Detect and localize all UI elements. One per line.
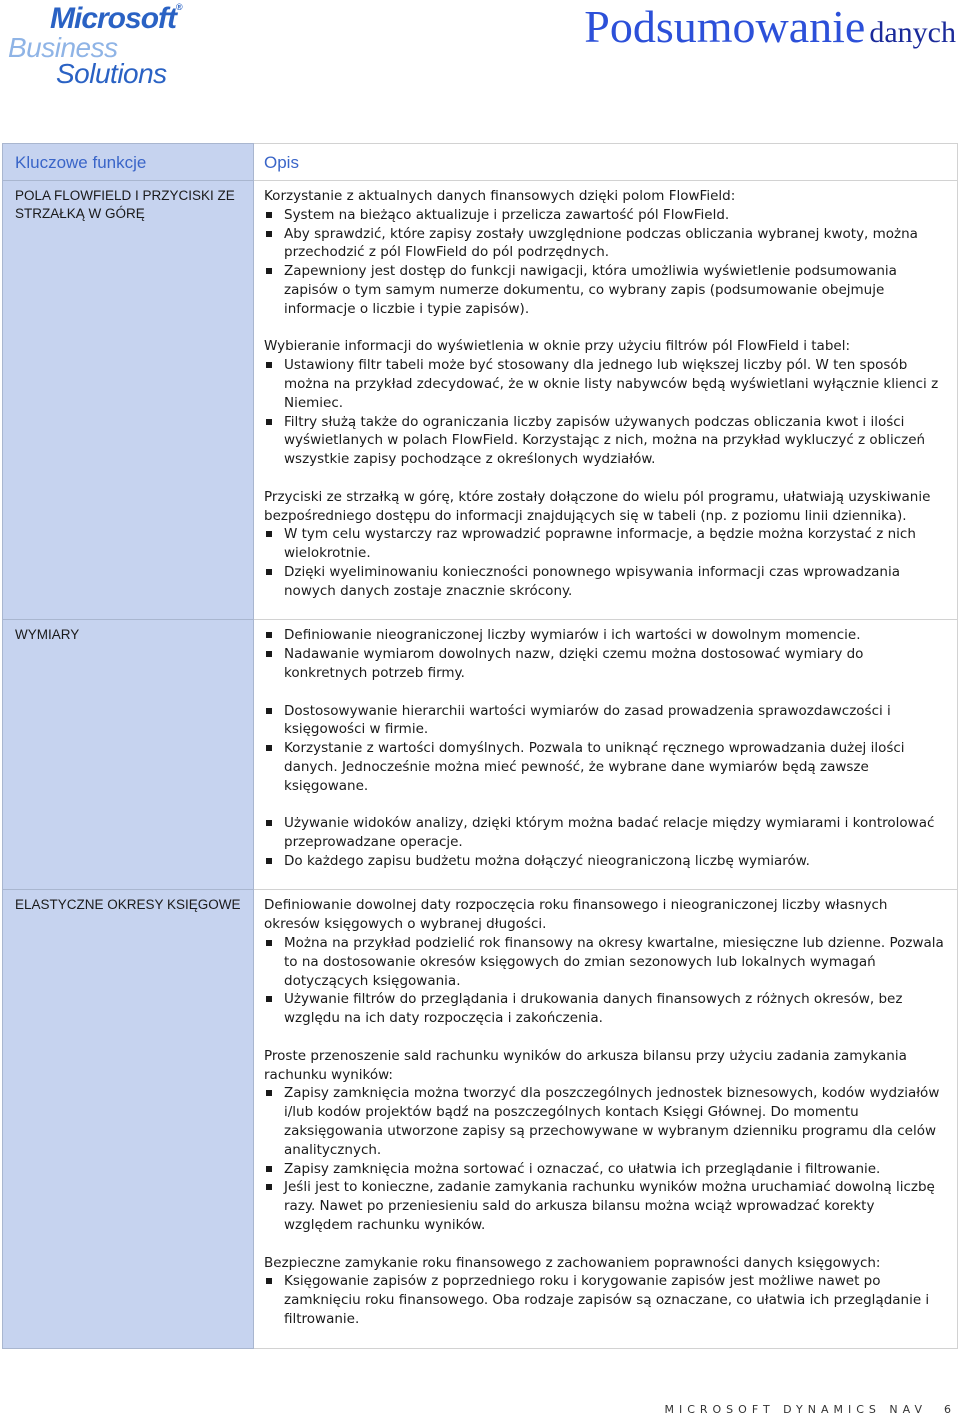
square-bullet-icon xyxy=(266,940,272,946)
square-bullet-icon xyxy=(266,996,272,1002)
square-bullet-icon xyxy=(266,268,272,274)
features-table xyxy=(2,143,958,1349)
page-footer xyxy=(664,1403,956,1416)
list-item-text: Można na przykład podzielić rok finansowy na okresy kwartalne, miesięczne lub dzienne. Pozwala to na dostosowanie okresów księgowych do zmian sezonowych lub lokalnych wymagań dotyczących księgowania. xyxy=(284,935,944,989)
square-bullet-icon xyxy=(266,531,272,537)
description-block xyxy=(264,488,947,601)
list-item-text: Filtry służą także do ograniczania liczby zapisów używanych podczas obliczania kwot i ilości wyświetlanych w polach FlowField. Korzystając z nich, można na przykład wykluczyć z obliczeń wszystkie zapisy pochodzące z określonych wydziałów. xyxy=(284,413,926,468)
square-bullet-icon xyxy=(266,1278,272,1284)
bullet-list xyxy=(264,356,947,469)
square-bullet-icon xyxy=(266,1166,272,1172)
header-description: Opis xyxy=(264,153,299,172)
list-item-text: Używanie widoków analizy, dzięki którym można badać relacje między wymiarami i kontrolować przeprowadzane operacje. xyxy=(284,815,935,851)
block-intro: Proste przenoszenie sald rachunku wyników do arkusza bilansu przy użyciu zadania zamykania rachunku wyników: xyxy=(264,1047,907,1083)
square-bullet-icon xyxy=(266,212,272,218)
description-block xyxy=(264,626,947,682)
bullet-list xyxy=(264,525,947,600)
square-bullet-icon xyxy=(266,708,272,714)
list-item-text: Jeśli jest to konieczne, zadanie zamykania rachunku wyników można uruchamiać dowolną liczbę razy. Nawet po przeniesieniu sald do arkusza bilansu można wciąż wprowadzać korekty względem rachunku wyników. xyxy=(284,1179,935,1234)
list-item xyxy=(264,525,947,563)
description-block xyxy=(264,896,947,1028)
list-item xyxy=(264,645,947,683)
list-item xyxy=(264,413,947,469)
square-bullet-icon xyxy=(266,858,272,864)
square-bullet-icon xyxy=(266,569,272,575)
list-item xyxy=(264,563,947,601)
list-item-text: Używanie filtrów do przeglądania i drukowania danych finansowych z różnych okresów, bez względu na ich daty rozpoczęcia i zakończenia. xyxy=(284,991,903,1027)
bullet-list xyxy=(264,1084,947,1234)
bullet-list xyxy=(264,626,947,682)
feature-name: WYMIARY xyxy=(15,627,80,643)
footer-product: MICROSOFT DYNAMICS NAV xyxy=(664,1403,927,1416)
list-item-text: System na bieżąco aktualizuje i przelicza zawartość pól FlowField. xyxy=(284,206,730,223)
list-item xyxy=(264,1178,947,1234)
table-row xyxy=(3,620,958,890)
table-row xyxy=(3,890,958,1348)
square-bullet-icon xyxy=(266,820,272,826)
list-item-text: Zapisy zamknięcia można tworzyć dla poszczególnych jednostek biznesowych, kodów wydziałów i/lub kodów projektów bądź na poszczególnych kontach Księgi Głównej. Do momentu zaksięgowania utworzone zapisy są przechowywane w wybranym dzienniku programu dla celów analitycznych. xyxy=(284,1085,940,1158)
list-item xyxy=(264,1160,947,1179)
table-header-row xyxy=(3,144,958,181)
list-item-text: W tym celu wystarczy raz wprowadzić poprawne informacje, a będzie można korzystać z nich wielokrotnie. xyxy=(284,526,916,562)
square-bullet-icon xyxy=(266,651,272,657)
microsoft-business-solutions-logo xyxy=(8,4,223,88)
list-item xyxy=(264,626,947,645)
logo-business-text: Business xyxy=(8,32,118,63)
bullet-list xyxy=(264,934,947,1028)
feature-description xyxy=(254,181,957,601)
feature-name: POLA FLOWFIELD I PRZYCISKI ZE STRZAŁKĄ W GÓRĘ xyxy=(15,188,235,221)
logo-solutions-text: Solutions xyxy=(56,58,167,89)
square-bullet-icon xyxy=(266,632,272,638)
list-item-text: Korzystanie z wartości domyślnych. Pozwala to uniknąć ręcznego wprowadzania dużej ilości danych. Jednocześnie można mieć pewność, że wybrane dane wymiarów będą zawsze księgowane. xyxy=(284,740,905,794)
feature-description xyxy=(254,620,957,870)
feature-description xyxy=(254,890,957,1328)
square-bullet-icon xyxy=(266,1090,272,1096)
header-features: Kluczowe funkcje xyxy=(15,153,147,172)
list-item xyxy=(264,934,947,990)
bullet-list xyxy=(264,702,947,796)
document-title xyxy=(584,0,956,53)
list-item-text: Nadawanie wymiarom dowolnych nazw, dzięki czemu można dostosować wymiary do konkretnych potrzeb firmy. xyxy=(284,646,864,681)
square-bullet-icon xyxy=(266,745,272,751)
list-item xyxy=(264,225,947,263)
square-bullet-icon xyxy=(266,419,272,425)
table-row xyxy=(3,181,958,620)
title-main: Podsumowanie xyxy=(584,1,866,52)
list-item xyxy=(264,356,947,412)
block-intro: Przyciski ze strzałką w górę, które zostały dołączone do wielu pól programu, ułatwiają uzyskiwanie bezpośredniego dostępu do informacji znajdujących się w tabeli (np. z poziomu linii dziennika). xyxy=(264,488,931,524)
list-item xyxy=(264,739,947,795)
block-intro: Korzystanie z aktualnych danych finansowych dzięki polom FlowField: xyxy=(264,188,736,204)
list-item-text: Ustawiony filtr tabeli może być stosowany dla jednego lub większej liczby pól. W ten sposób można na przykład zdecydować, że w oknie listy nabywców będą wyświetlani wyłącznie klienci z Niemiec. xyxy=(284,357,939,411)
list-item xyxy=(264,206,947,225)
logo-microsoft-text: Microsoft® xyxy=(50,2,182,35)
square-bullet-icon xyxy=(266,231,272,237)
description-block xyxy=(264,814,947,870)
description-block xyxy=(264,337,947,469)
list-item xyxy=(264,262,947,318)
description-block xyxy=(264,1047,947,1235)
block-intro: Wybieranie informacji do wyświetlenia w oknie przy użyciu filtrów pól FlowField i tabel: xyxy=(264,338,850,355)
list-item-text: Zapisy zamknięcia można sortować i oznaczać, co ułatwia ich przeglądanie i filtrowanie. xyxy=(284,1160,881,1177)
square-bullet-icon xyxy=(266,1184,272,1190)
footer-page-number: 6 xyxy=(944,1403,956,1416)
description-block xyxy=(264,1254,947,1329)
square-bullet-icon xyxy=(266,362,272,368)
list-item-text: Dzięki wyeliminowaniu konieczności ponownego wpisywania informacji czas wprowadzania nowych danych zostaje znacznie skrócony. xyxy=(284,563,901,599)
list-item xyxy=(264,814,947,852)
list-item-text: Definiowanie nieograniczonej liczby wymiarów i ich wartości w dowolnym momencie. xyxy=(284,627,861,644)
list-item-text: Zapewniony jest dostęp do funkcji nawigacji, która umożliwia wyświetlenie podsumowania zapisów o tym samym numerze dokumentu, co wybrany zapis (podsumowanie obejmuje informacje o liczbie i typie zapisów). xyxy=(284,263,897,317)
feature-name: ELASTYCZNE OKRESY KSIĘGOWE xyxy=(15,897,241,913)
list-item-text: Aby sprawdzić, które zapisy zostały uwzględnione podczas obliczania wybranej kwoty, można przechodzić z pól FlowField do pól podrzędnych. xyxy=(284,225,918,261)
list-item-text: Dostosowywanie hierarchii wartości wymiarów do zasad prowadzenia sprawozdawczości i księgowości w firmie. xyxy=(284,702,891,738)
list-item xyxy=(264,702,947,740)
list-item xyxy=(264,990,947,1028)
list-item xyxy=(264,1272,947,1328)
title-sub: danych xyxy=(869,16,956,49)
block-intro: Bezpieczne zamykanie roku finansowego z zachowaniem poprawności danych księgowych: xyxy=(264,1254,881,1271)
list-item-text: Księgowanie zapisów z poprzedniego roku i korygowanie zapisów jest możliwe nawet po zamknięciu roku finansowego. Oba rodzaje zapisów są oznaczane, co ułatwia ich przeglądanie i filtrowanie. xyxy=(284,1273,930,1328)
list-item-text: Do każdego zapisu budżetu można dołączyć nieograniczoną liczbę wymiarów. xyxy=(284,852,810,869)
description-block xyxy=(264,187,947,319)
description-block xyxy=(264,702,947,796)
block-intro: Definiowanie dowolnej daty rozpoczęcia roku finansowego i nieograniczonej liczby własnych okresów księgowych o wybranej długości. xyxy=(264,897,888,933)
bullet-list xyxy=(264,1272,947,1328)
list-item xyxy=(264,1084,947,1159)
bullet-list xyxy=(264,814,947,870)
bullet-list xyxy=(264,206,947,319)
list-item xyxy=(264,852,947,871)
